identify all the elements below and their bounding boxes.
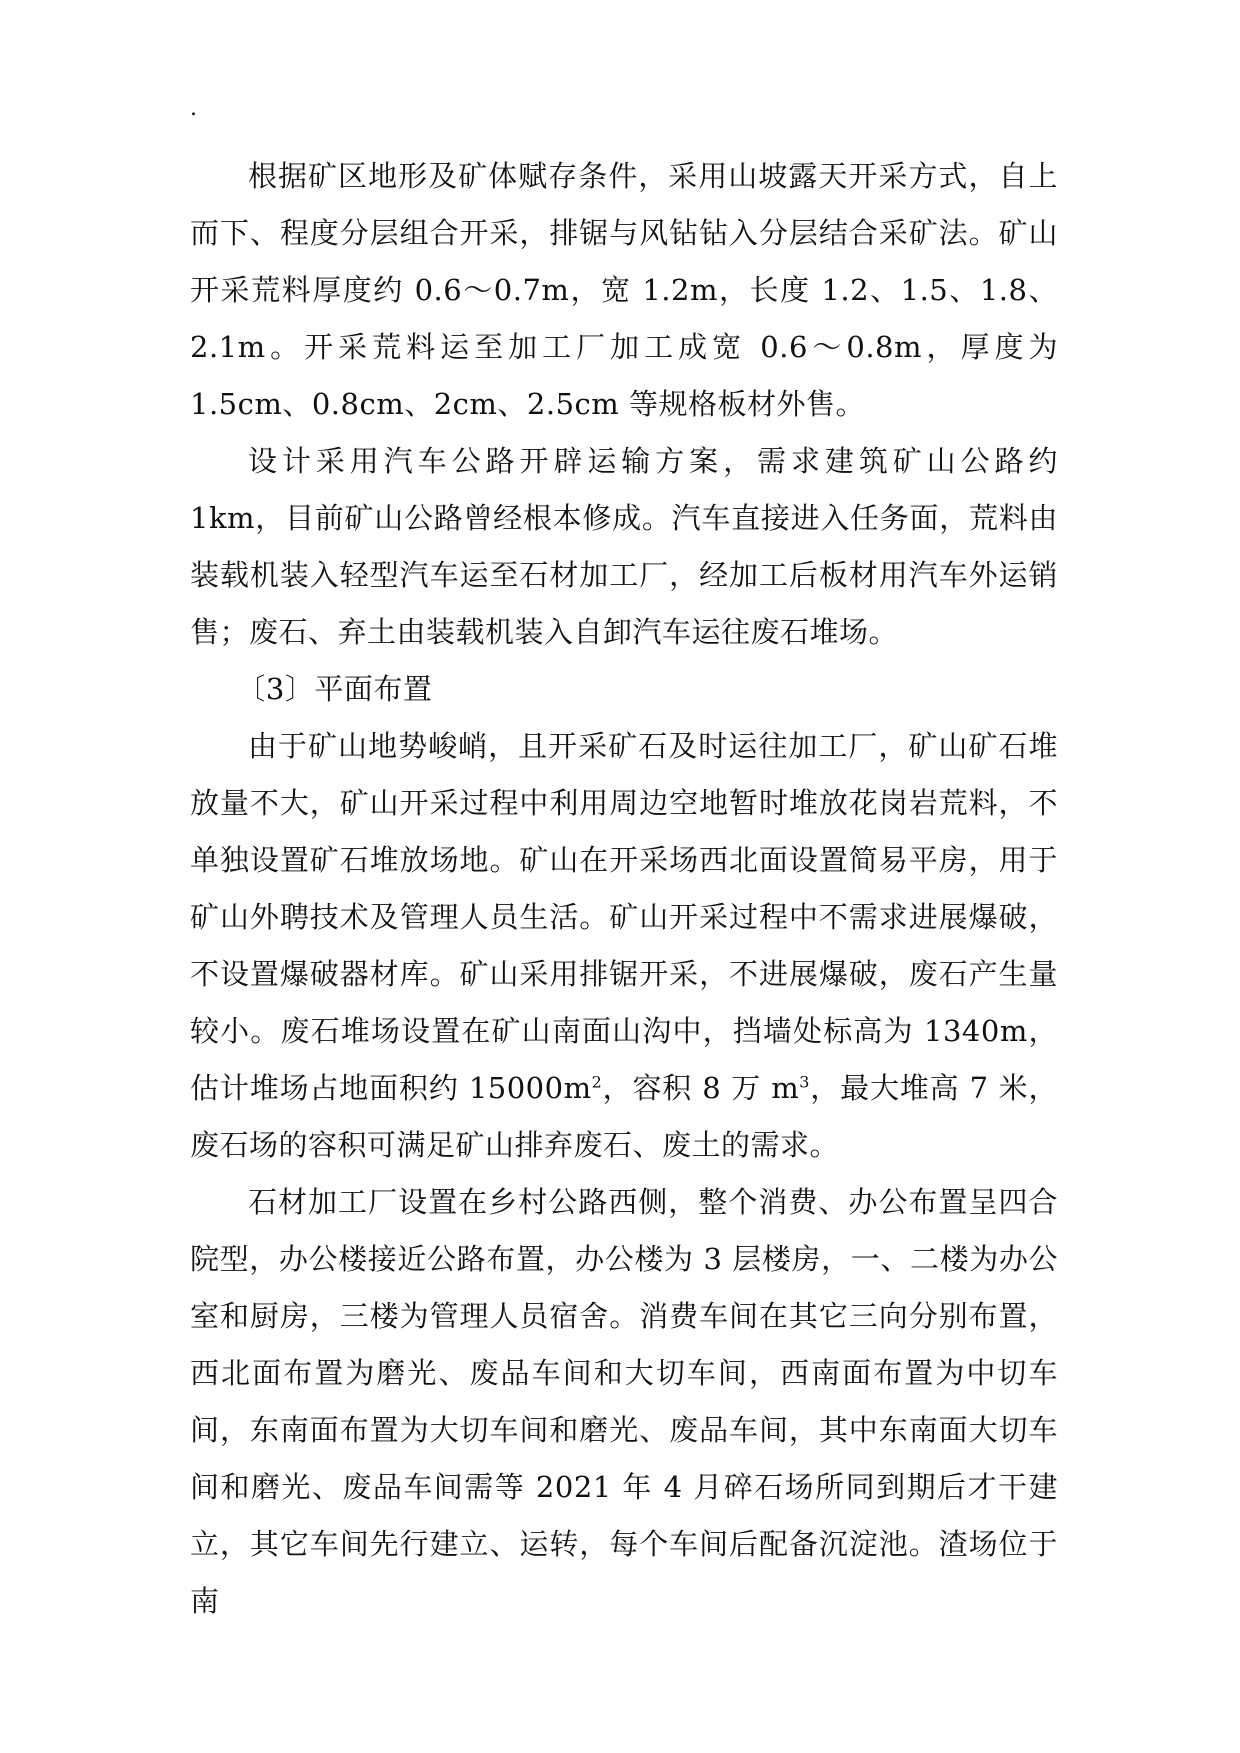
header-dot: . xyxy=(190,96,197,121)
paragraph-processing-plant: 石材加工厂设置在乡村公路西侧，整个消费、办公布置呈四合院型，办公楼接近公路布置，办公楼为 3 层楼房，一、二楼为办公室和厨房，三楼为管理人员宿舍。消费车间在其它三向分别布置，西北面布置为磨光、废品车间和大切车间，西南面布置为中切车间，东南面布置为大切车间和磨光、废品车间，其中东南面大切车间和磨光、废品车间需等 2021 年 4 月碎石场所同到期后才干建立，其它车间先行建立、运转，每个车间后配备沉淀池。渣场位于南 xyxy=(190,1185,1058,1618)
superscript-cubic: 3 xyxy=(799,1072,810,1092)
paragraph-layout-text-1: 由于矿山地势峻峭，且开采矿石及时运往加工厂，矿山矿石堆放量不大，矿山开采过程中利用周边空地暂时堆放花岗岩荒料，不单独设置矿石堆放场地。矿山在开采场西北面设置简易平房，用于矿山外聘技术及管理人员生活。矿山开采过程中不需求进展爆破，不设置爆破器材库。矿山采用排锯开采，不进展爆破，废石产生量较小。废石堆场设置在矿山南面山沟中，挡墙处标高为 1340m，估计堆场占地面积约 15000m xyxy=(190,729,1058,1105)
paragraph-transport-plan: 设计采用汽车公路开辟运输方案，需求建筑矿山公路约 1km，目前矿山公路曾经根本修成。汽车直接进入任务面，荒料由装载机装入轻型汽车运至石材加工厂，经加工后板材用汽车外运销售；废石、弃土由装载机装入自卸汽车运往废石堆场。 xyxy=(190,444,1058,649)
paragraph-layout-text-3: ，最大堆高 7 米，废石场的容积可满足矿山排弃废石、废土的需求。 xyxy=(190,1071,1058,1162)
paragraph-layout-description xyxy=(190,718,1058,1174)
section-heading-layout: 〔3〕平面布置 xyxy=(236,672,433,706)
paragraph-mining-method: 根据矿区地形及矿体赋存条件，采用山坡露天开采方式，自上而下、程度分层组合开采，排锯与风钻钻入分层结合采矿法。矿山开采荒料厚度约 0.6～0.7m，宽 1.2m，长度 1.2、1.5、1.8、2.1m。开采荒料运至加工厂加工成宽 0.6～0.8m，厚度为 1.5cm、0.8cm、2cm、2.5cm 等规格板材外售。 xyxy=(190,159,1058,421)
superscript-square: 2 xyxy=(591,1072,603,1092)
paragraph-layout-text-2: ，容积 8 万 m xyxy=(602,1071,800,1105)
document-body xyxy=(190,148,1058,1630)
